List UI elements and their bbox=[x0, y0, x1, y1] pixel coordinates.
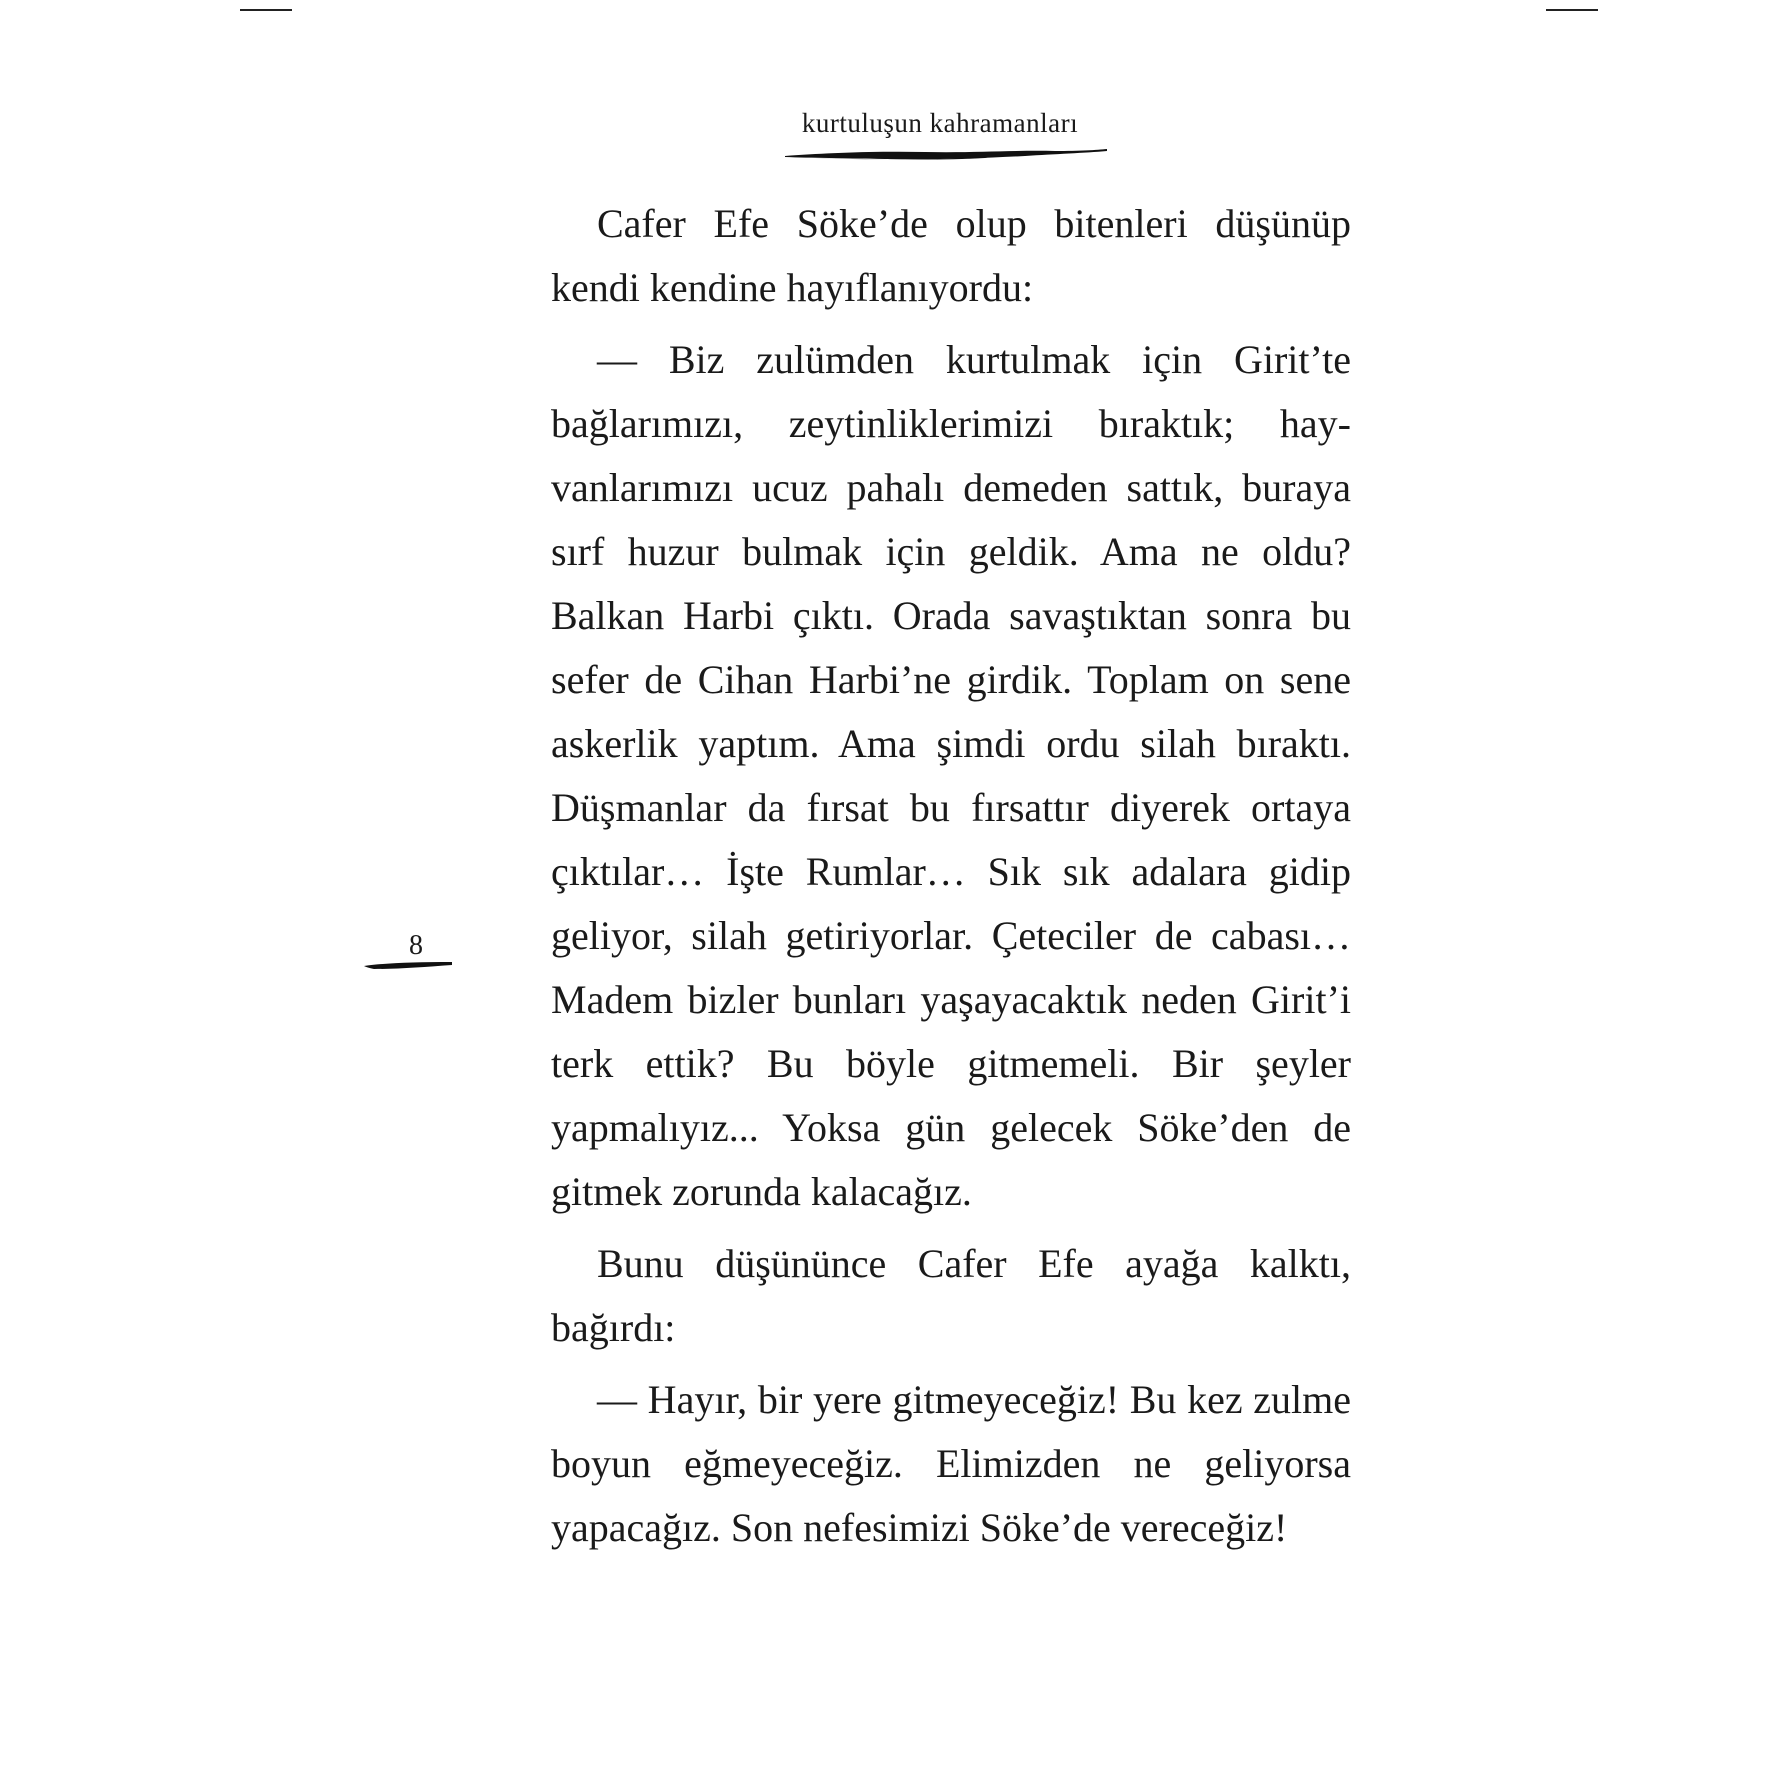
paragraph-dialogue-1: — Biz zulümden kurtulmak için Girit’te bağlarımızı, zeytinliklerimizi bıraktık; hayvanlarımızı ucuz pahalı demeden sattık, buraya sırf huzur bulmak için geldik. Ama ne oldu? Balkan Harbi çıktı. Orada savaştıktan sonra bu sefer de Cihan Harbi’ne girdik. Toplam on sene askerlik yaptım. Ama şimdi ordu silah bıraktı. Düşmanlar da fırsat bu fırsattır diyerek ortaya çıktılar… İşte Rumlar… Sık sık adalara gidip geliyor, silah getiriyorlar. Çeteciler de cabası… Madem bizler bunları yaşayacaktık neden Girit’i terk ettik? Bu böyle gitmemeli. Bir şeyler yapmalıyız... Yoksa gün gelecek Söke’den de gitmek zorunda kalacağız. bbox=[551, 337, 1351, 1214]
running-header-title: kurtuluşun kahramanları bbox=[801, 108, 1079, 138]
paragraph-dialogue-2: — Hayır, bir yere gitmeyeceğiz! Bu kez zulme boyun eğmeyeceğiz. Elimizden ne geliyorsa yapacağız. Son nefesimizi Söke’de vereceğiz! bbox=[551, 1377, 1351, 1550]
crop-mark-left bbox=[240, 9, 292, 11]
crop-mark-right bbox=[1546, 9, 1598, 11]
paragraph-narration-1: Cafer Efe Söke’de olup bitenleri düşünüp kendi kendine hayıflanıyordu: bbox=[551, 201, 1351, 310]
body-text bbox=[551, 192, 1351, 1568]
header-brush-stroke-ornament bbox=[785, 148, 1107, 162]
page-number: 8 bbox=[409, 930, 423, 961]
page-number-brush-stroke-ornament bbox=[364, 960, 452, 972]
paragraph-narration-2: Bunu düşününce Cafer Efe ayağa kalktı, bağırdı: bbox=[551, 1241, 1351, 1350]
